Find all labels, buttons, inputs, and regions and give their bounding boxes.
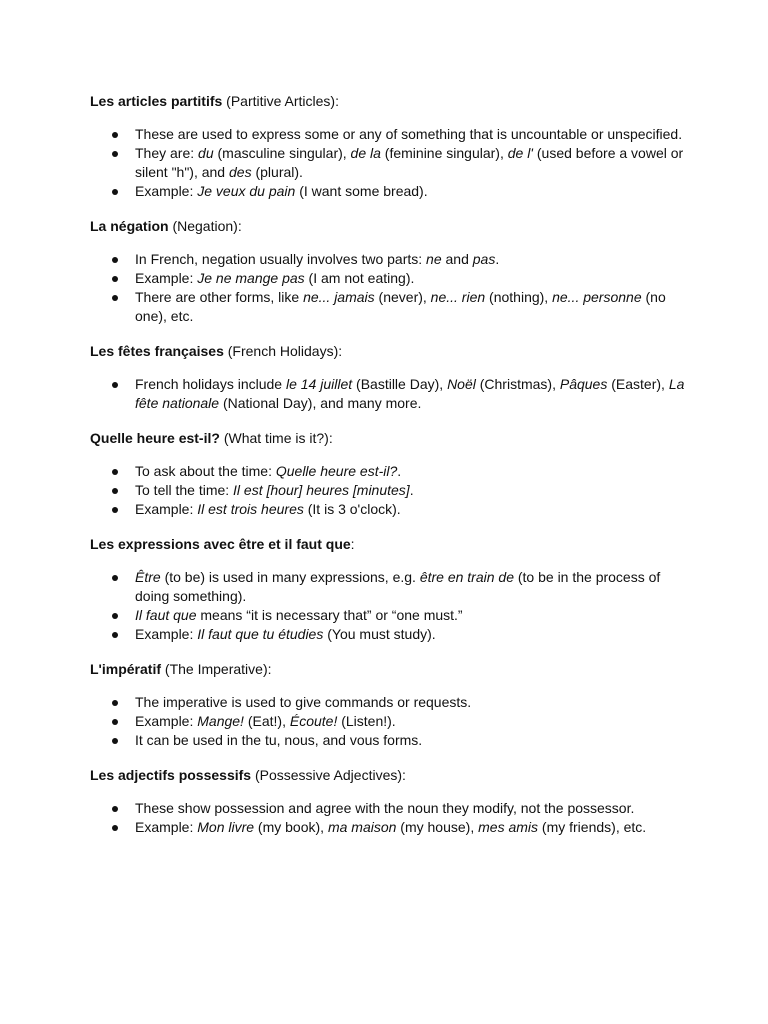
text-run: and — [441, 251, 473, 267]
italic-text: Pâques — [559, 376, 608, 392]
bullet-icon — [112, 613, 118, 619]
italic-text: Il est [hour] heures [minutes] — [233, 482, 410, 498]
text-run: . — [409, 482, 414, 498]
text-run: . — [495, 251, 500, 267]
text-run: These are used to express some or any of something that is uncountable or unspecified. — [135, 126, 683, 142]
list-item — [90, 712, 690, 731]
italic-text: de l' — [507, 145, 533, 161]
text-run: . — [397, 463, 402, 479]
bullet-icon — [112, 469, 118, 475]
text-run: (I am not eating). — [304, 270, 415, 286]
italic-text: Il faut que — [135, 607, 197, 623]
list-item — [90, 125, 690, 144]
text-run: (masculine singular), — [213, 145, 351, 161]
text-run: Example: — [135, 270, 198, 286]
text-run: (Eat!), — [243, 713, 290, 729]
text-run: (I want some bread). — [295, 183, 428, 199]
section — [90, 428, 690, 519]
text-run: (You must study). — [323, 626, 436, 642]
section-title-rest: (Partitive Articles): — [222, 93, 339, 109]
text-run: These show possession and agree with the noun they modify, not the possessor. — [135, 800, 635, 816]
section-title-rest: : — [350, 536, 355, 552]
text-run: Example: — [135, 501, 198, 517]
bullet-icon — [112, 189, 118, 195]
bullet-icon — [112, 575, 118, 581]
list-item — [90, 481, 690, 500]
section-title-rest: (What time is it?): — [219, 430, 333, 446]
list-item — [90, 288, 690, 326]
italic-text: ne — [426, 251, 442, 267]
section-title-bold: L'impératif — [90, 661, 162, 677]
section-title-bold: Les adjectifs possessifs — [90, 767, 252, 783]
list-item — [90, 693, 690, 712]
bullet-icon — [112, 257, 118, 263]
section-heading — [90, 659, 690, 679]
bullet-icon — [112, 132, 118, 138]
bullet-list — [90, 462, 690, 519]
section-title-rest: (French Holidays): — [223, 343, 343, 359]
italic-text: Je ne mange pas — [197, 270, 305, 286]
bullet-icon — [112, 738, 118, 744]
section-title-rest: (Negation): — [168, 218, 242, 234]
section-heading — [90, 91, 690, 111]
text-run: (used before a vowel or silent "h"), and — [135, 145, 684, 180]
list-item — [90, 144, 690, 182]
italic-text: de la — [350, 145, 381, 161]
list-item — [90, 625, 690, 644]
text-run: (my house), — [396, 819, 479, 835]
text-run: The imperative is used to give commands or requests. — [135, 694, 472, 710]
italic-text: Je veux du pain — [197, 183, 296, 199]
italic-text: des — [229, 164, 252, 180]
list-item — [90, 375, 690, 413]
bullet-icon — [112, 507, 118, 513]
bullet-icon — [112, 632, 118, 638]
italic-text: ne... personne — [552, 289, 642, 305]
bullet-icon — [112, 295, 118, 301]
list-item — [90, 269, 690, 288]
italic-text: être en train de — [419, 569, 514, 585]
italic-text: Mange! — [197, 713, 244, 729]
list-item — [90, 250, 690, 269]
section-title-rest: (The Imperative): — [161, 661, 272, 677]
list-item — [90, 799, 690, 818]
section-heading — [90, 341, 690, 361]
text-run: It can be used in the tu, nous, and vous forms. — [135, 732, 423, 748]
text-run: (It is 3 o'clock). — [303, 501, 401, 517]
bullet-icon — [112, 488, 118, 494]
bullet-list — [90, 125, 690, 201]
text-run: (to be in the process of doing something). — [135, 569, 661, 604]
text-run: means “it is necessary that” or “one must.” — [196, 607, 463, 623]
bullet-list — [90, 568, 690, 644]
text-run: There are other forms, like — [135, 289, 304, 305]
text-run: French holidays include — [135, 376, 286, 392]
section — [90, 91, 690, 201]
text-run: (no one), etc. — [135, 289, 666, 324]
section-title-bold: La négation — [90, 218, 169, 234]
text-run: (feminine singular), — [380, 145, 508, 161]
section — [90, 216, 690, 326]
list-item — [90, 500, 690, 519]
text-run: (my book), — [254, 819, 328, 835]
italic-text: Il faut que tu étudies — [197, 626, 324, 642]
italic-text: ma maison — [327, 819, 397, 835]
italic-text: le 14 juillet — [285, 376, 353, 392]
text-run: Example: — [135, 183, 198, 199]
italic-text: Noël — [447, 376, 476, 392]
document-page — [90, 91, 690, 852]
italic-text: ne... rien — [430, 289, 486, 305]
bullet-icon — [112, 276, 118, 282]
text-run: (National Day), and many more. — [219, 395, 422, 411]
section-title-bold: Les fêtes françaises — [90, 343, 224, 359]
list-item — [90, 818, 690, 837]
italic-text: pas — [472, 251, 496, 267]
bullet-icon — [112, 700, 118, 706]
list-item — [90, 182, 690, 201]
bullet-list — [90, 250, 690, 326]
text-run: (plural). — [251, 164, 303, 180]
text-run: (never), — [374, 289, 431, 305]
section-title-rest: (Possessive Adjectives): — [251, 767, 406, 783]
section-title-bold: Les articles partitifs — [90, 93, 223, 109]
bullet-list — [90, 799, 690, 837]
italic-text: Écoute! — [289, 713, 338, 729]
bullet-list — [90, 693, 690, 750]
text-run: (Easter), — [607, 376, 669, 392]
text-run: To ask about the time: — [135, 463, 276, 479]
section — [90, 534, 690, 644]
section-title-bold: Quelle heure est-il? — [90, 430, 220, 446]
text-run: Example: — [135, 626, 198, 642]
italic-text: mes amis — [478, 819, 539, 835]
list-item — [90, 731, 690, 750]
section — [90, 341, 690, 413]
text-run: (Listen!). — [337, 713, 396, 729]
list-item — [90, 462, 690, 481]
text-run: (my friends), etc. — [538, 819, 647, 835]
text-run: Example: — [135, 819, 198, 835]
italic-text: La fête nationale — [135, 376, 685, 411]
bullet-icon — [112, 382, 118, 388]
list-item — [90, 568, 690, 606]
text-run: To tell the time: — [135, 482, 234, 498]
bullet-icon — [112, 151, 118, 157]
italic-text: Il est trois heures — [197, 501, 304, 517]
italic-text: Être — [135, 569, 161, 585]
bullet-icon — [112, 719, 118, 725]
italic-text: du — [198, 145, 214, 161]
text-run: In French, negation usually involves two parts: — [135, 251, 427, 267]
text-run: Example: — [135, 713, 198, 729]
text-run: (to be) is used in many expressions, e.g. — [160, 569, 420, 585]
bullet-list — [90, 375, 690, 413]
section-heading — [90, 216, 690, 236]
italic-text: Mon livre — [197, 819, 255, 835]
section-heading — [90, 534, 690, 554]
section-title-bold: Les expressions avec être et il faut que — [90, 536, 351, 552]
italic-text: ne... jamais — [303, 289, 375, 305]
list-item — [90, 606, 690, 625]
text-run: (Bastille Day), — [352, 376, 448, 392]
italic-text: Quelle heure est-il? — [275, 463, 398, 479]
section-heading — [90, 765, 690, 785]
section-heading — [90, 428, 690, 448]
section — [90, 765, 690, 837]
text-run: They are: — [135, 145, 199, 161]
section — [90, 659, 690, 750]
bullet-icon — [112, 806, 118, 812]
bullet-icon — [112, 825, 118, 831]
text-run: (nothing), — [485, 289, 553, 305]
text-run: (Christmas), — [475, 376, 560, 392]
